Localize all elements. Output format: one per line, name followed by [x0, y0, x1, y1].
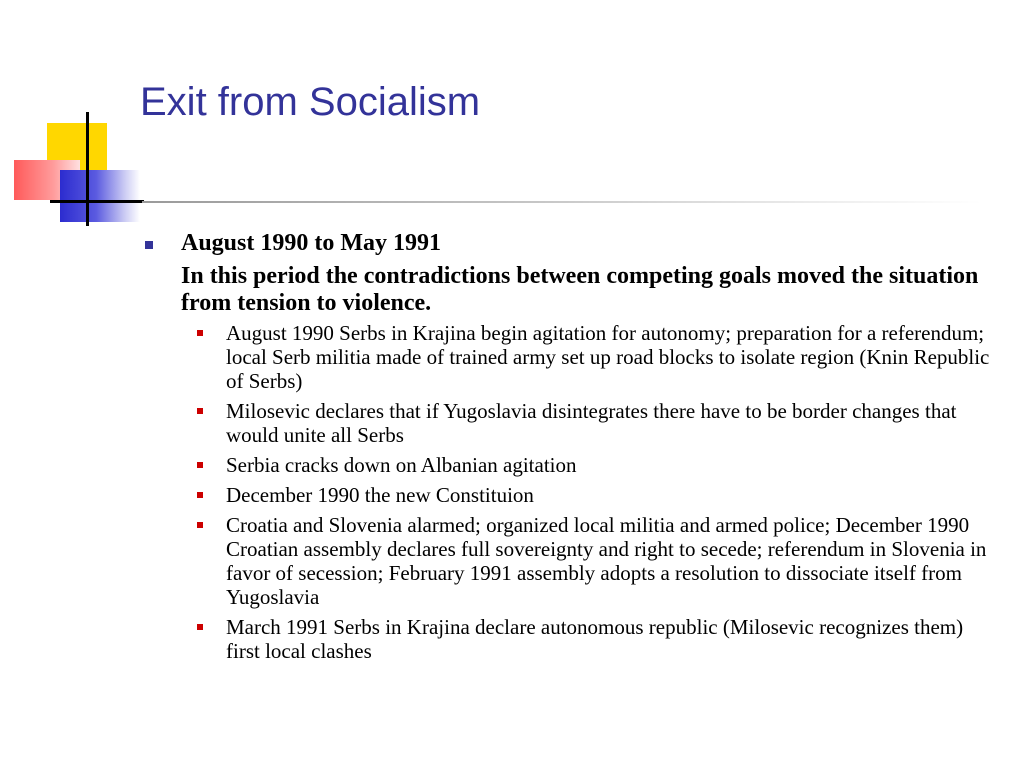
square-bullet-icon — [145, 241, 153, 249]
logo-blue-square — [60, 170, 140, 222]
sub-bullet-item — [226, 321, 1002, 393]
square-bullet-icon — [197, 462, 203, 468]
sub-bullet-text: March 1991 Serbs in Krajina declare autonomous republic (Milosevic recognizes them) first local clashes — [226, 615, 964, 663]
slide-content — [142, 230, 1002, 669]
sub-bullet-text: Milosevic declares that if Yugoslavia disintegrates there have to be border changes that would unite all Serbs — [226, 399, 957, 447]
sub-bullet-list — [181, 321, 1002, 663]
sub-bullet-item — [226, 483, 1002, 507]
square-bullet-icon — [197, 492, 203, 498]
square-bullet-icon — [197, 522, 203, 528]
sub-bullet-item — [226, 513, 1002, 609]
sub-bullet-item — [226, 453, 1002, 477]
sub-bullet-text: Croatia and Slovenia alarmed; organized local militia and armed police; December 1990 Croatian assembly declares full sovereignty and right to secede; referendum in Slovenia in favor of secession; February 1991 assembly adopts a resolution to dissociate itself from Yugoslavia — [226, 513, 987, 609]
square-bullet-icon — [197, 330, 203, 336]
sub-bullet-item — [226, 399, 1002, 447]
logo-vertical-line — [86, 112, 89, 226]
title-divider — [142, 201, 982, 203]
sub-bullet-text: Serbia cracks down on Albanian agitation — [226, 453, 577, 477]
sub-bullet-text: December 1990 the new Constituion — [226, 483, 534, 507]
sub-bullet-item — [226, 615, 1002, 663]
sub-bullet-text: August 1990 Serbs in Krajina begin agitation for autonomy; preparation for a referendum; local Serb militia made of trained army set up road blocks to isolate region (Knin Republic of Serbs) — [226, 321, 990, 393]
bullet-level1 — [142, 230, 1002, 663]
square-bullet-icon — [197, 624, 203, 630]
slide-title: Exit from Socialism — [140, 80, 481, 124]
slide-logo — [0, 0, 160, 240]
square-bullet-icon — [197, 408, 203, 414]
logo-horizontal-line — [50, 200, 144, 203]
bullet-heading: August 1990 to May 1991 — [181, 230, 442, 256]
bullet-intro: In this period the contradictions between competing goals moved the situation from tension to violence. — [181, 263, 979, 316]
